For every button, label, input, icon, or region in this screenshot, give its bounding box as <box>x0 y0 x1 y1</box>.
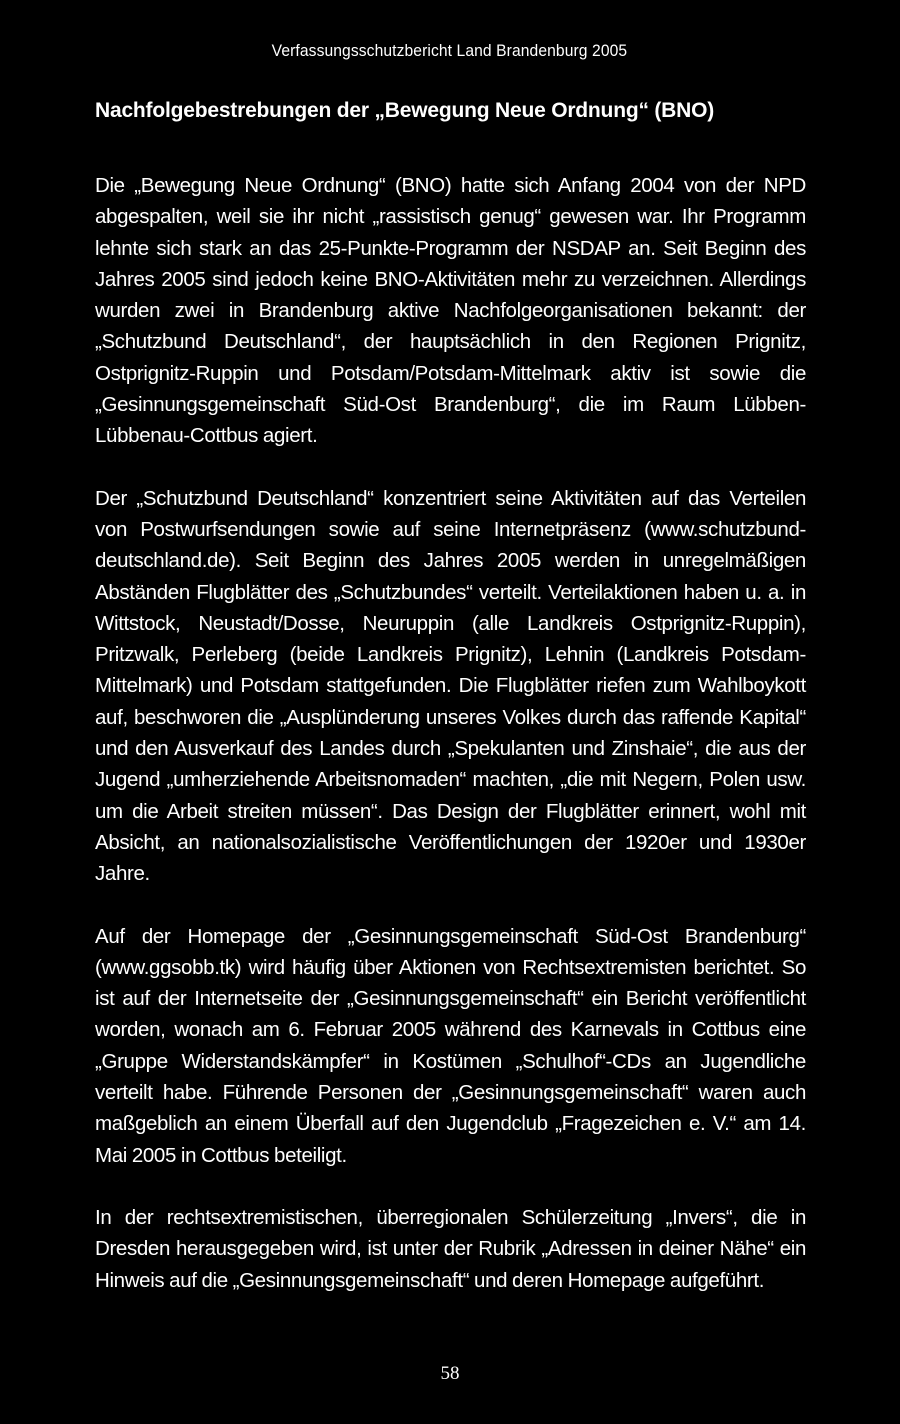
paragraph-1: Die „Bewegung Neue Ordnung“ (BNO) hatte sich Anfang 2004 von der NPD abgespalten, weil sie ihr nicht „rassistisch genug“ gewesen war. Ihr Programm lehnte sich stark an das 25-Punkte-Programm der NSDAP an. Seit Beginn des Jahres 2005 sind jedoch keine BNO-Aktivitäten mehr zu verzeichnen. Allerdings wurden zwei in Brandenburg aktive Nachfolgeorganisationen bekannt: der „Schutzbund Deutschland“, der hauptsächlich in den Regionen Prignitz, Ostprignitz-Ruppin und Potsdam/Potsdam-Mittelmark aktiv ist sowie die „Gesinnungsgemeinschaft Süd-Ost Brandenburg“, die im Raum Lübben-Lübbenau-Cottbus agiert. <box>95 174 806 448</box>
section-title: Nachfolgebestrebungen der „Bewegung Neue Ordnung“ (BNO) <box>95 99 715 122</box>
paragraph-3: Auf der Homepage der „Gesinnungsgemeinschaft Süd-Ost Brandenburg“ (www.ggsobb.tk) wird häufig über Aktionen von Rechtsextremisten berichtet. So ist auf der Internetseite der „Gesinnungsgemeinschaft“ ein Bericht veröffentlicht worden, wonach am 6. Februar 2005 während des Karnevals in Cottbus eine „Gruppe Widerstandskämpfer“ in Kostümen „Schulhof“-CDs an Jugendliche verteilt habe. Führende Personen der „Gesinnungsgemeinschaft“ waren auch maßgeblich an einem Überfall auf den Jugendclub „Fragezeichen e. V.“ am 14. Mai 2005 in Cottbus beteiligt. <box>95 924 806 1167</box>
page-number: 58 <box>440 1363 460 1384</box>
paragraph-4: In der rechtsextremistischen, überregionalen Schülerzeitung „Invers“, die in Dresden herausgegeben wird, ist unter der Rubrik „Adressen in deiner Nähe“ ein Hinweis auf die „Gesinnungsgemeinschaft“ und deren Homepage aufgeführt. <box>95 1205 806 1292</box>
running-header: Verfassungsschutzbericht Land Brandenburg 2005 <box>271 41 628 60</box>
main-content <box>95 96 806 1327</box>
paragraph-2: Der „Schutzbund Deutschland“ konzentriert seine Aktivitäten auf das Verteilen von Postwurfsendungen sowie auf seine Internetpräsenz (www.schutzbund-deutschland.de). Seit Beginn des Jahres 2005 werden in unregelmäßigen Abständen Flugblätter des „Schutzbundes“ verteilt. Verteilaktionen haben u. a. in Wittstock, Neustadt/Dosse, Neuruppin (alle Landkreis Ostprignitz-Ruppin), Pritzwalk, Perleberg (beide Landkreis Prignitz), Lehnin (Landkreis Potsdam-Mittelmark) und Potsdam stattgefunden. Die Flugblätter riefen zum Wahlboykott auf, beschworen die „Ausplünderung unseres Volkes durch das raffende Kapital“ und den Ausverkauf des Landes durch „Spekulanten und Zinshaie“, die aus der Jugend „umherziehende Arbeitsnomaden“ machten, „die mit Negern, Polen usw. um die Arbeit streiten müssen“. Das Design der Flugblätter erinnert, wohl mit Absicht, an nationalsozialistische Veröffentlichungen der 1920er und 1930er Jahre. <box>95 486 806 886</box>
